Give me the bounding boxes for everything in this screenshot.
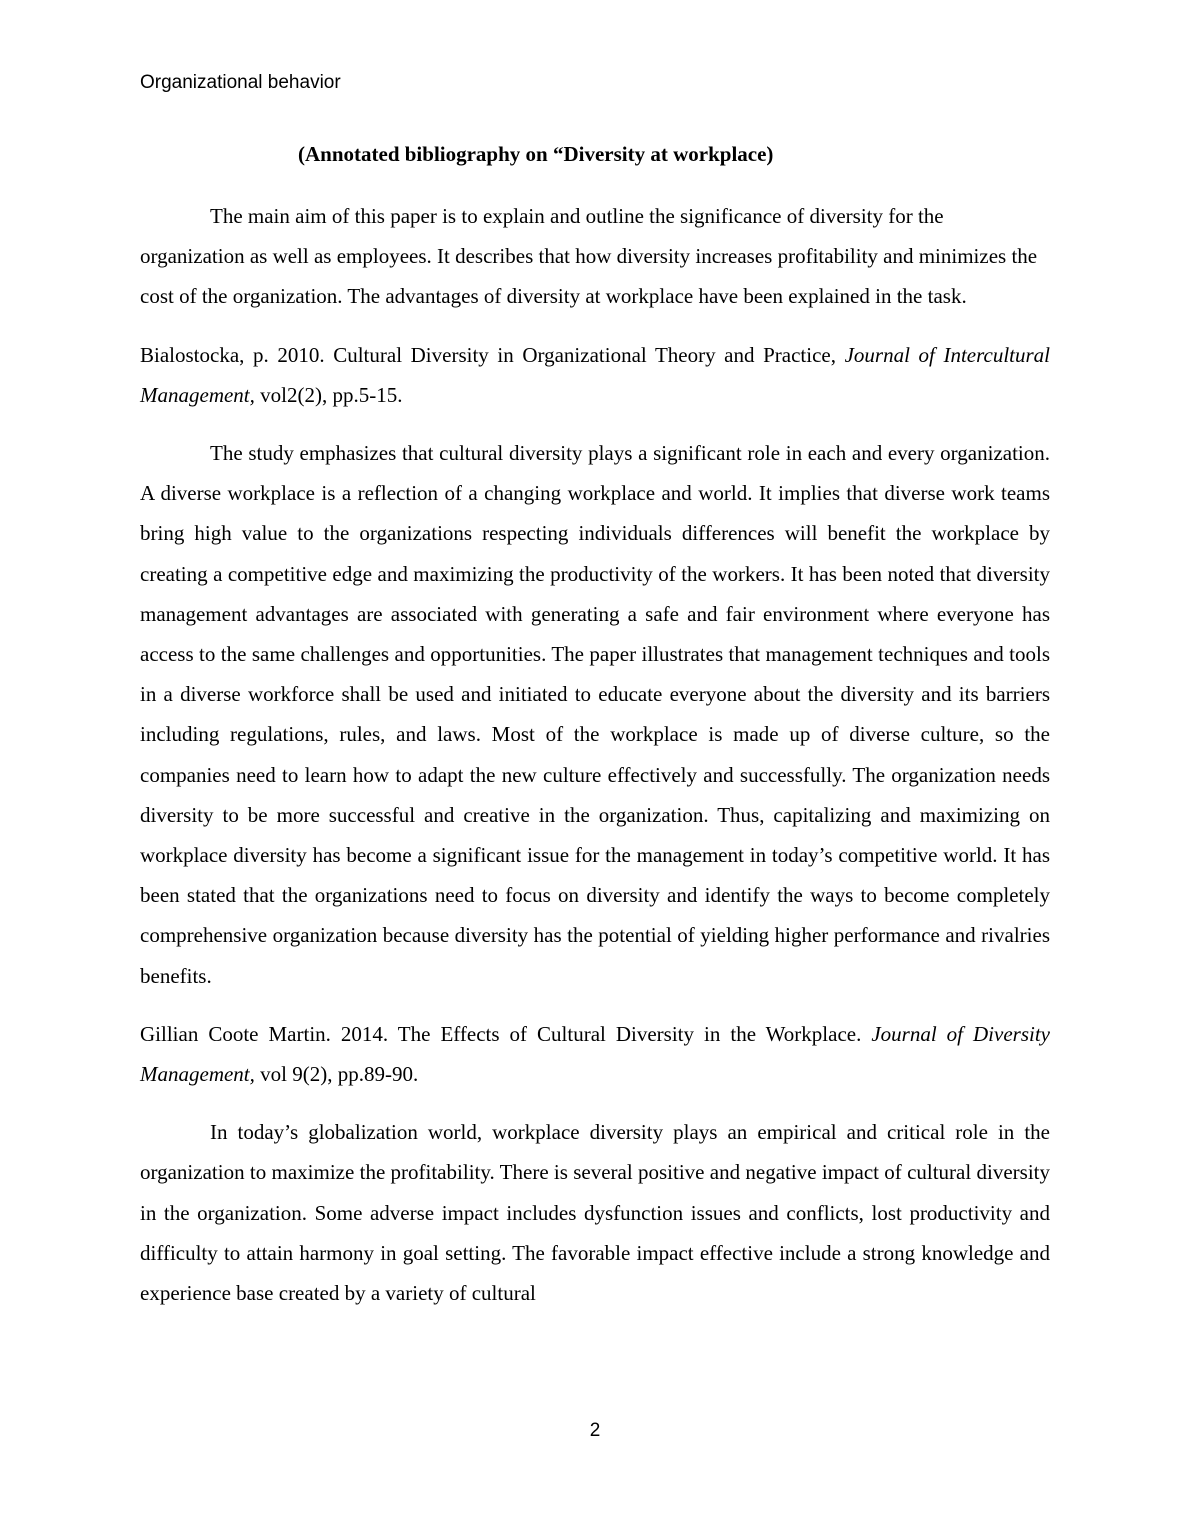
document-title: (Annotated bibliography on “Diversity at workplace) xyxy=(298,142,774,166)
reference-entry xyxy=(140,1014,1050,1094)
annotation-paragraph: In today’s globalization world, workplace diversity plays an empirical and critical role in the organization to maximize the profitability. There is several positive and negative impact of cultural diversity in the organization. Some adverse impact includes dysfunction issues and conflicts, lost productivity and difficulty to attain harmony in goal setting. The favorable impact effective include a strong knowledge and experience base created by a variety of cultural xyxy=(140,1120,1050,1306)
document-body xyxy=(140,138,1050,1331)
reference-authors-title: Gillian Coote Martin. 2014. The Effects of Cultural Diversity in the Workplace. xyxy=(140,1021,872,1046)
page-number: 2 xyxy=(589,1420,601,1441)
reference-journal: Journal of Diversity Management, xyxy=(140,1021,1050,1087)
reference-entry xyxy=(140,335,1050,415)
reference-authors-title: Bialostocka, p. 2010. Cultural Diversity in Organizational Theory and Practice, xyxy=(140,342,845,367)
running-header: Organizational behavior xyxy=(140,72,341,93)
annotation-paragraph: The study emphasizes that cultural diversity plays a significant role in each and every organization. A diverse workplace is a reflection of a changing workplace and world. It implies that diverse work teams bring high value to the organizations respecting individuals differences will benefit the workplace by creating a competitive edge and maximizing the productivity of the workers. It has been noted that diversity management advantages are associated with generating a safe and fair environment where everyone has access to the same challenges and opportunities. The paper illustrates that management techniques and tools in a diverse workforce shall be used and initiated to educate everyone about the diversity and its barriers including regulations, rules, and laws. Most of the workplace is made up of diverse culture, so the companies need to learn how to adapt the new culture effectively and successfully. The organization needs diversity to be more successful and creative in the organization. Thus, capitalizing and maximizing on workplace diversity has become a significant issue for the management in today’s competitive world. It has been stated that the organizations need to focus on diversity and identify the ways to become completely comprehensive organization because diversity has the potential of yielding higher performance and rivalries benefits. xyxy=(140,441,1050,988)
reference-volume-pages: vol 9(2), pp.89-90. xyxy=(254,1062,419,1087)
reference-journal: Journal of Intercultural Management, xyxy=(140,342,1050,407)
reference-volume-pages: vol2(2), pp.5-15. xyxy=(254,382,403,407)
intro-paragraph: The main aim of this paper is to explain and outline the significance of diversity for the organization as well as employees. It describes that how diversity increases profitability and minimizes the cost of the organization. The advantages of diversity at workplace have been explained in the task. xyxy=(140,204,1038,309)
